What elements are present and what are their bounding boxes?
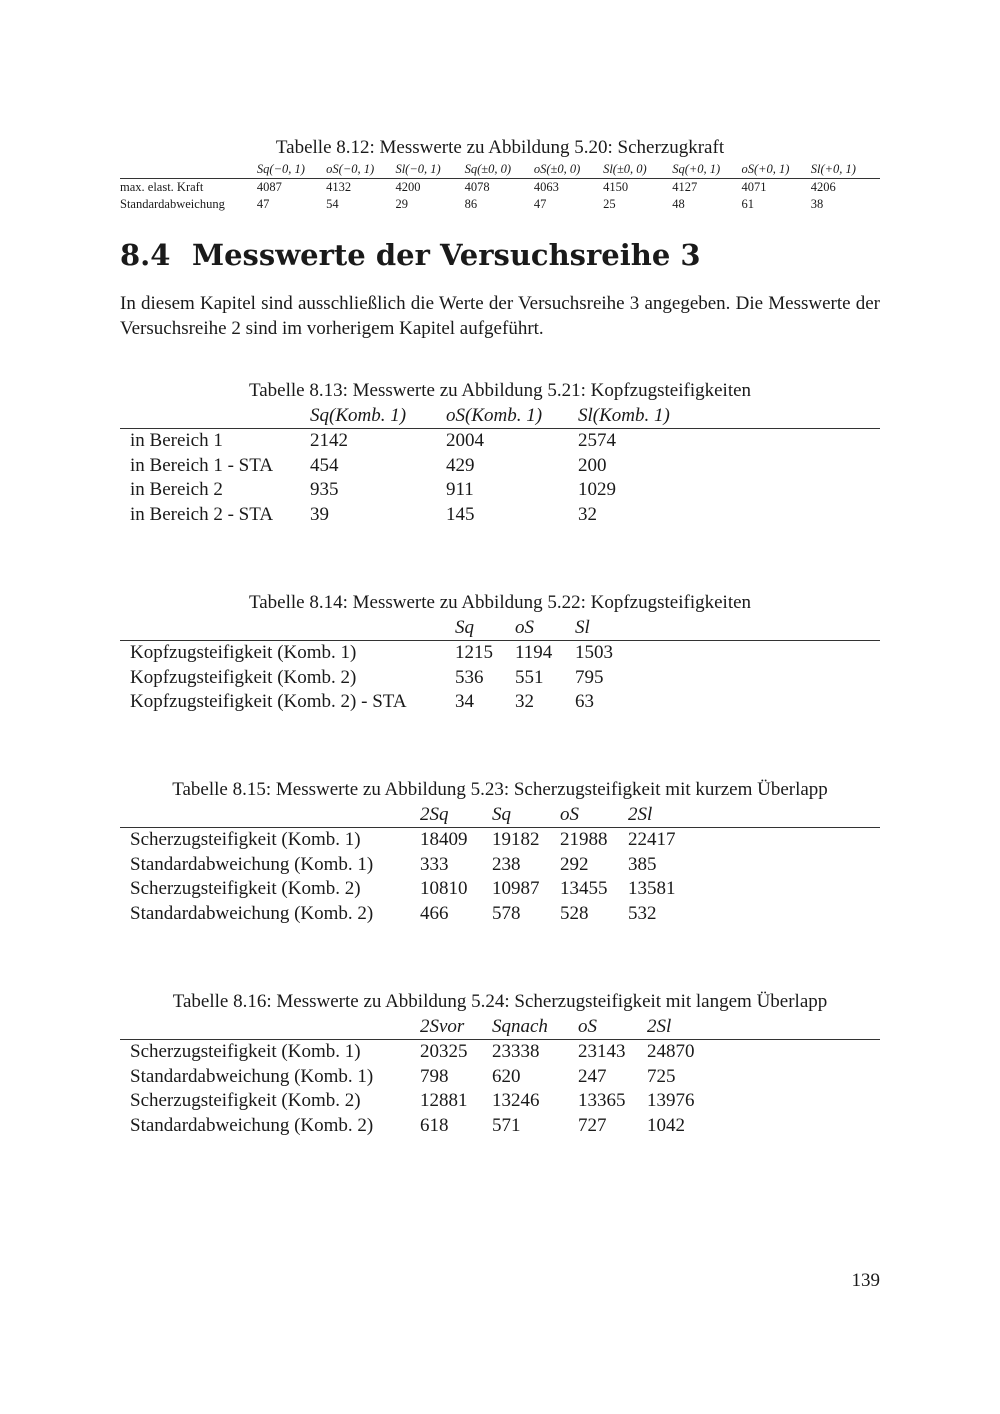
table-row (120, 666, 880, 691)
table-cell: 13581 (628, 878, 676, 900)
table-cell: 238 (492, 853, 521, 875)
table-cell: 63 (575, 691, 594, 713)
row-label: Standardabweichung (Komb. 1) (130, 1065, 374, 1087)
table-cell: 22417 (628, 829, 676, 851)
table-8-16 (120, 1015, 880, 1138)
table-cell: 47 (533, 197, 547, 211)
table-cell: 21988 (560, 829, 608, 851)
header-cell (120, 616, 455, 641)
table-8-13 (120, 404, 880, 527)
table-cell: 1042 (647, 1114, 685, 1136)
table-cell: 618 (420, 1114, 449, 1136)
table-8-16-caption: Tabelle 8.16: Messwerte zu Abbildung 5.24: Scherzugsteifigkeit mit langem Überlapp (172, 991, 828, 1012)
table-cell: 2574 (578, 430, 616, 452)
table-cell: 12881 (420, 1090, 468, 1112)
header-cell: Sq(+0, 1) (672, 160, 741, 179)
table-cell: 2004 (446, 430, 484, 452)
table-row (120, 1065, 880, 1090)
section-heading (120, 238, 701, 272)
table-row (120, 690, 880, 715)
header-cell: Sl(−0, 1) (395, 160, 464, 179)
table-8-15-caption: Tabelle 8.15: Messwerte zu Abbildung 5.23: Scherzugsteifigkeit mit kurzem Überlapp (172, 779, 828, 800)
table-cell: 13455 (560, 878, 608, 900)
table-cell: 4127 (672, 180, 698, 194)
header-cell: oS(+0, 1) (741, 160, 810, 179)
table-8-14-caption: Tabelle 8.14: Messwerte zu Abbildung 5.22: Kopfzugsteifigkeiten (248, 592, 752, 613)
table-cell: 18409 (420, 829, 468, 851)
table-cell: 13976 (647, 1090, 695, 1112)
table-header-row (120, 160, 880, 179)
page-number: 139 (851, 1270, 880, 1291)
row-label: Kopfzugsteifigkeit (Komb. 1) (130, 642, 357, 664)
table-cell: 4206 (810, 180, 836, 194)
header-cell: oS (560, 803, 628, 828)
table-cell: 466 (420, 902, 449, 924)
table-cell: 795 (575, 666, 604, 688)
table-row (120, 641, 880, 666)
table-cell: 385 (628, 853, 657, 875)
row-label: Kopfzugsteifigkeit (Komb. 2) (130, 666, 357, 688)
table-8-12-caption: Tabelle 8.12: Messwerte zu Abbildung 5.20: Scherzugkraft (275, 137, 725, 158)
table-row (120, 902, 880, 927)
table-cell: 725 (647, 1065, 676, 1087)
table-cell: 54 (326, 197, 339, 211)
table-cell: 13246 (492, 1090, 540, 1112)
header-cell (120, 1015, 420, 1040)
header-cell: 2Sl (628, 803, 880, 828)
table-cell: 4150 (603, 180, 629, 194)
table-cell: 528 (560, 902, 589, 924)
table-cell: 2142 (310, 430, 348, 452)
header-cell: 2Svor (420, 1015, 492, 1040)
table-cell: 200 (578, 454, 607, 476)
row-label: max. elast. Kraft (120, 180, 204, 194)
table-cell: 23338 (492, 1041, 540, 1063)
header-cell (120, 803, 420, 828)
table-8-12 (120, 160, 880, 213)
header-cell: oS(Komb. 1) (446, 404, 578, 429)
table-cell: 1503 (575, 642, 613, 664)
header-cell: Sl(±0, 0) (603, 160, 672, 179)
header-cell: oS(−0, 1) (326, 160, 395, 179)
table-cell: 454 (310, 454, 339, 476)
table-cell: 4078 (464, 180, 490, 194)
table-cell: 32 (578, 503, 597, 525)
table-cell: 19182 (492, 829, 540, 851)
header-cell: Sl(+0, 1) (811, 160, 880, 179)
header-cell: 2Sq (420, 803, 492, 828)
row-label: in Bereich 2 - STA (130, 503, 274, 525)
row-label: Standardabweichung (120, 197, 225, 211)
row-label: Scherzugsteifigkeit (Komb. 2) (130, 878, 361, 900)
header-cell: oS (578, 1015, 647, 1040)
header-cell: 2Sl (647, 1015, 880, 1040)
table-cell: 536 (455, 666, 484, 688)
table-cell: 20325 (420, 1041, 468, 1063)
table-row (120, 454, 880, 479)
table-row (120, 196, 880, 213)
row-label: Scherzugsteifigkeit (Komb. 2) (130, 1090, 361, 1112)
row-label: in Bereich 2 (130, 479, 223, 501)
table-cell: 620 (492, 1065, 521, 1087)
table-cell: 34 (455, 691, 474, 713)
row-label: in Bereich 1 (130, 430, 223, 452)
table-cell: 247 (578, 1065, 607, 1087)
table-header-row (120, 1015, 880, 1040)
table-cell: 4087 (256, 180, 282, 194)
table-cell: 10987 (492, 878, 540, 900)
table-cell: 61 (741, 197, 754, 211)
table-cell: 292 (560, 853, 589, 875)
table-cell: 1029 (578, 479, 616, 501)
row-label: Standardabweichung (Komb. 1) (130, 853, 374, 875)
table-cell: 25 (603, 197, 616, 211)
table-row (120, 1114, 880, 1139)
table-cell: 86 (464, 197, 478, 211)
table-row (120, 503, 880, 528)
row-label: Scherzugsteifigkeit (Komb. 1) (130, 1041, 361, 1063)
table-8-13-caption: Tabelle 8.13: Messwerte zu Abbildung 5.21: Kopfzugsteifigkeiten (248, 380, 752, 401)
header-cell: Sq(Komb. 1) (310, 404, 446, 429)
table-cell: 24870 (647, 1041, 695, 1063)
table-cell: 4200 (395, 180, 421, 194)
table-cell: 935 (310, 479, 339, 501)
header-cell: Sq(±0, 0) (465, 160, 534, 179)
header-cell: Sl (575, 616, 880, 641)
table-header-row (120, 803, 880, 828)
table-cell: 48 (672, 197, 685, 211)
table-cell: 578 (492, 902, 521, 924)
header-cell (120, 404, 310, 429)
table-8-14 (120, 616, 880, 715)
table-row (120, 1089, 880, 1114)
table-8-15 (120, 803, 880, 926)
header-cell: Sl(Komb. 1) (578, 404, 880, 429)
table-cell: 1215 (455, 642, 493, 664)
header-cell: Sq (455, 616, 515, 641)
table-cell: 39 (310, 503, 329, 525)
section-title: Messwerte der Versuchsreihe 3 (192, 238, 701, 272)
table-row (120, 179, 880, 197)
table-row (120, 478, 880, 503)
table-cell: 727 (578, 1114, 607, 1136)
row-label: Kopfzugsteifigkeit (Komb. 2) - STA (130, 691, 407, 713)
table-cell: 429 (446, 454, 475, 476)
table-cell: 4063 (533, 180, 559, 194)
table-cell: 47 (256, 197, 270, 211)
table-cell: 911 (446, 479, 474, 501)
section-number: 8.4 (120, 238, 171, 272)
table-cell: 532 (628, 902, 657, 924)
header-cell (120, 160, 257, 179)
row-label: Scherzugsteifigkeit (Komb. 1) (130, 829, 361, 851)
header-cell: Sq (492, 803, 560, 828)
table-cell: 38 (810, 197, 824, 211)
table-row (120, 1040, 880, 1065)
table-cell: 13365 (578, 1090, 626, 1112)
table-cell: 4132 (326, 180, 352, 194)
table-cell: 29 (395, 197, 408, 211)
table-cell: 1194 (515, 642, 553, 664)
header-cell: Sq(−0, 1) (257, 160, 326, 179)
table-row (120, 853, 880, 878)
table-header-row (120, 616, 880, 641)
table-cell: 333 (420, 853, 449, 875)
row-label: Standardabweichung (Komb. 2) (130, 902, 374, 924)
table-cell: 551 (515, 666, 544, 688)
section-paragraph: In diesem Kapitel sind ausschließlich die Werte der Versuchsreihe 3 angegeben. Die Messwerte der Versuchsreihe 2 sind im vorherigem Kapitel aufgeführt. (120, 293, 880, 339)
table-cell: 145 (446, 503, 475, 525)
table-cell: 10810 (420, 878, 468, 900)
table-row (120, 828, 880, 853)
table-cell: 798 (420, 1065, 449, 1087)
table-row (120, 429, 880, 454)
table-cell: 571 (492, 1114, 521, 1136)
header-cell: Sqnach (492, 1015, 578, 1040)
row-label: Standardabweichung (Komb. 2) (130, 1114, 374, 1136)
table-row (120, 877, 880, 902)
header-cell: oS(±0, 0) (534, 160, 603, 179)
table-cell: 4071 (741, 180, 767, 194)
table-cell: 23143 (578, 1041, 626, 1063)
table-header-row (120, 404, 880, 429)
row-label: in Bereich 1 - STA (130, 454, 274, 476)
header-cell: oS (515, 616, 575, 641)
table-cell: 32 (515, 691, 534, 713)
